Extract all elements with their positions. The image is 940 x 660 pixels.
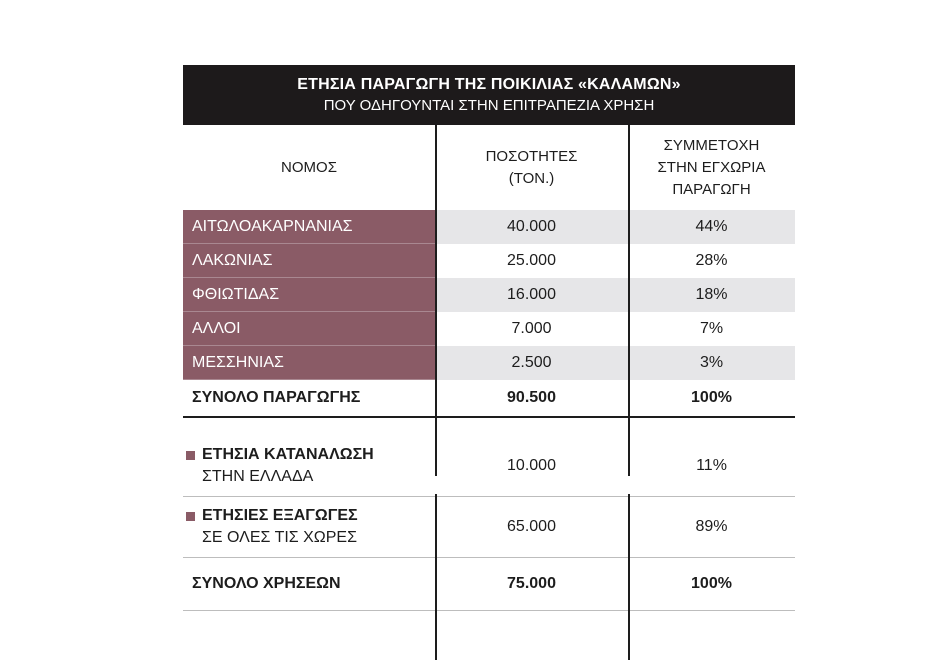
quantity-cell: 40.000 xyxy=(435,210,628,244)
share-cell: 44% xyxy=(628,210,795,244)
region-cell: ΦΘΙΩΤΙΔΑΣ xyxy=(183,278,435,312)
table-row xyxy=(183,244,795,278)
share-cell: 7% xyxy=(699,320,724,337)
column-header-nomos: ΝΟΜΟΣ xyxy=(281,158,337,176)
share-cell: 28% xyxy=(695,252,728,269)
total-quantity: 75.000 xyxy=(507,575,556,592)
quantity-cell: 25.000 xyxy=(507,252,556,269)
total-share: 100% xyxy=(691,575,732,592)
share-cell: 18% xyxy=(628,278,795,312)
column-divider xyxy=(435,494,437,660)
table-row xyxy=(183,278,795,312)
column-header-quantity: ΠΟΣΟΤΗΤΕΣ (ΤΟΝ.) xyxy=(485,147,578,187)
bullet-square-icon xyxy=(186,451,195,460)
table-title: ΕΤΗΣΙΑ ΠΑΡΑΓΩΓΗ ΤΗΣ ΠΟΙΚΙΛΙΑΣ «ΚΑΛΑΜΩΝ» xyxy=(297,76,681,93)
table-body xyxy=(183,125,795,611)
share-cell: 11% xyxy=(696,457,727,474)
quantity-cell: 7.000 xyxy=(511,320,552,337)
table-row xyxy=(183,210,795,244)
section-spacer xyxy=(183,418,795,436)
column-divider xyxy=(628,125,630,476)
region-cell: ΛΑΚΩΝΙΑΣ xyxy=(183,244,435,278)
region-cell: ΜΕΣΣΗΝΙΑΣ xyxy=(183,346,435,380)
olive-production-table xyxy=(183,65,795,611)
total-quantity: 90.500 xyxy=(507,389,556,406)
total-label: ΣΥΝΟΛΟ ΠΑΡΑΓΩΓΗΣ xyxy=(192,389,361,406)
quantity-cell: 2.500 xyxy=(435,346,628,380)
table-row xyxy=(183,312,795,346)
column-divider xyxy=(628,494,630,660)
quantity-cell: 10.000 xyxy=(507,457,556,474)
column-divider xyxy=(435,125,437,476)
table-row xyxy=(183,346,795,380)
bullet-square-icon xyxy=(186,512,195,521)
production-total-row xyxy=(183,380,795,418)
total-share: 100% xyxy=(691,389,732,406)
table-subtitle: ΠΟΥ ΟΔΗΓΟΥΝΤΑΙ ΣΤΗΝ ΕΠΙΤΡΑΠΕΖΙΑ ΧΡΗΣΗ xyxy=(323,97,655,114)
quantity-cell: 65.000 xyxy=(507,518,556,535)
usage-label: ΕΤΗΣΙΑ ΚΑΤΑΝΑΛΩΣΗ ΣΤΗΝ ΕΛΛΑΔΑ xyxy=(183,436,435,496)
usage-label: ΕΤΗΣΙΕΣ ΕΞΑΓΩΓΕΣ ΣΕ ΟΛΕΣ ΤΙΣ ΧΩΡΕΣ xyxy=(183,497,435,557)
usage-total-row xyxy=(183,558,795,611)
quantity-cell: 16.000 xyxy=(435,278,628,312)
share-cell: 89% xyxy=(695,518,728,535)
region-cell: ΑΛΛΟΙ xyxy=(183,312,435,346)
usage-row xyxy=(183,497,795,558)
usage-row xyxy=(183,436,795,497)
share-cell: 3% xyxy=(628,346,795,380)
region-cell: ΑΙΤΩΛΟΑΚΑΡΝΑΝΙΑΣ xyxy=(183,210,435,244)
column-header-row xyxy=(183,125,795,210)
table-header xyxy=(183,65,795,125)
total-label: ΣΥΝΟΛΟ ΧΡΗΣΕΩΝ xyxy=(192,575,341,592)
column-header-share: ΣΥΜΜΕΤΟΧΗ ΣΤΗΝ ΕΓΧΩΡΙΑ ΠΑΡΑΓΩΓΗ xyxy=(657,136,766,198)
